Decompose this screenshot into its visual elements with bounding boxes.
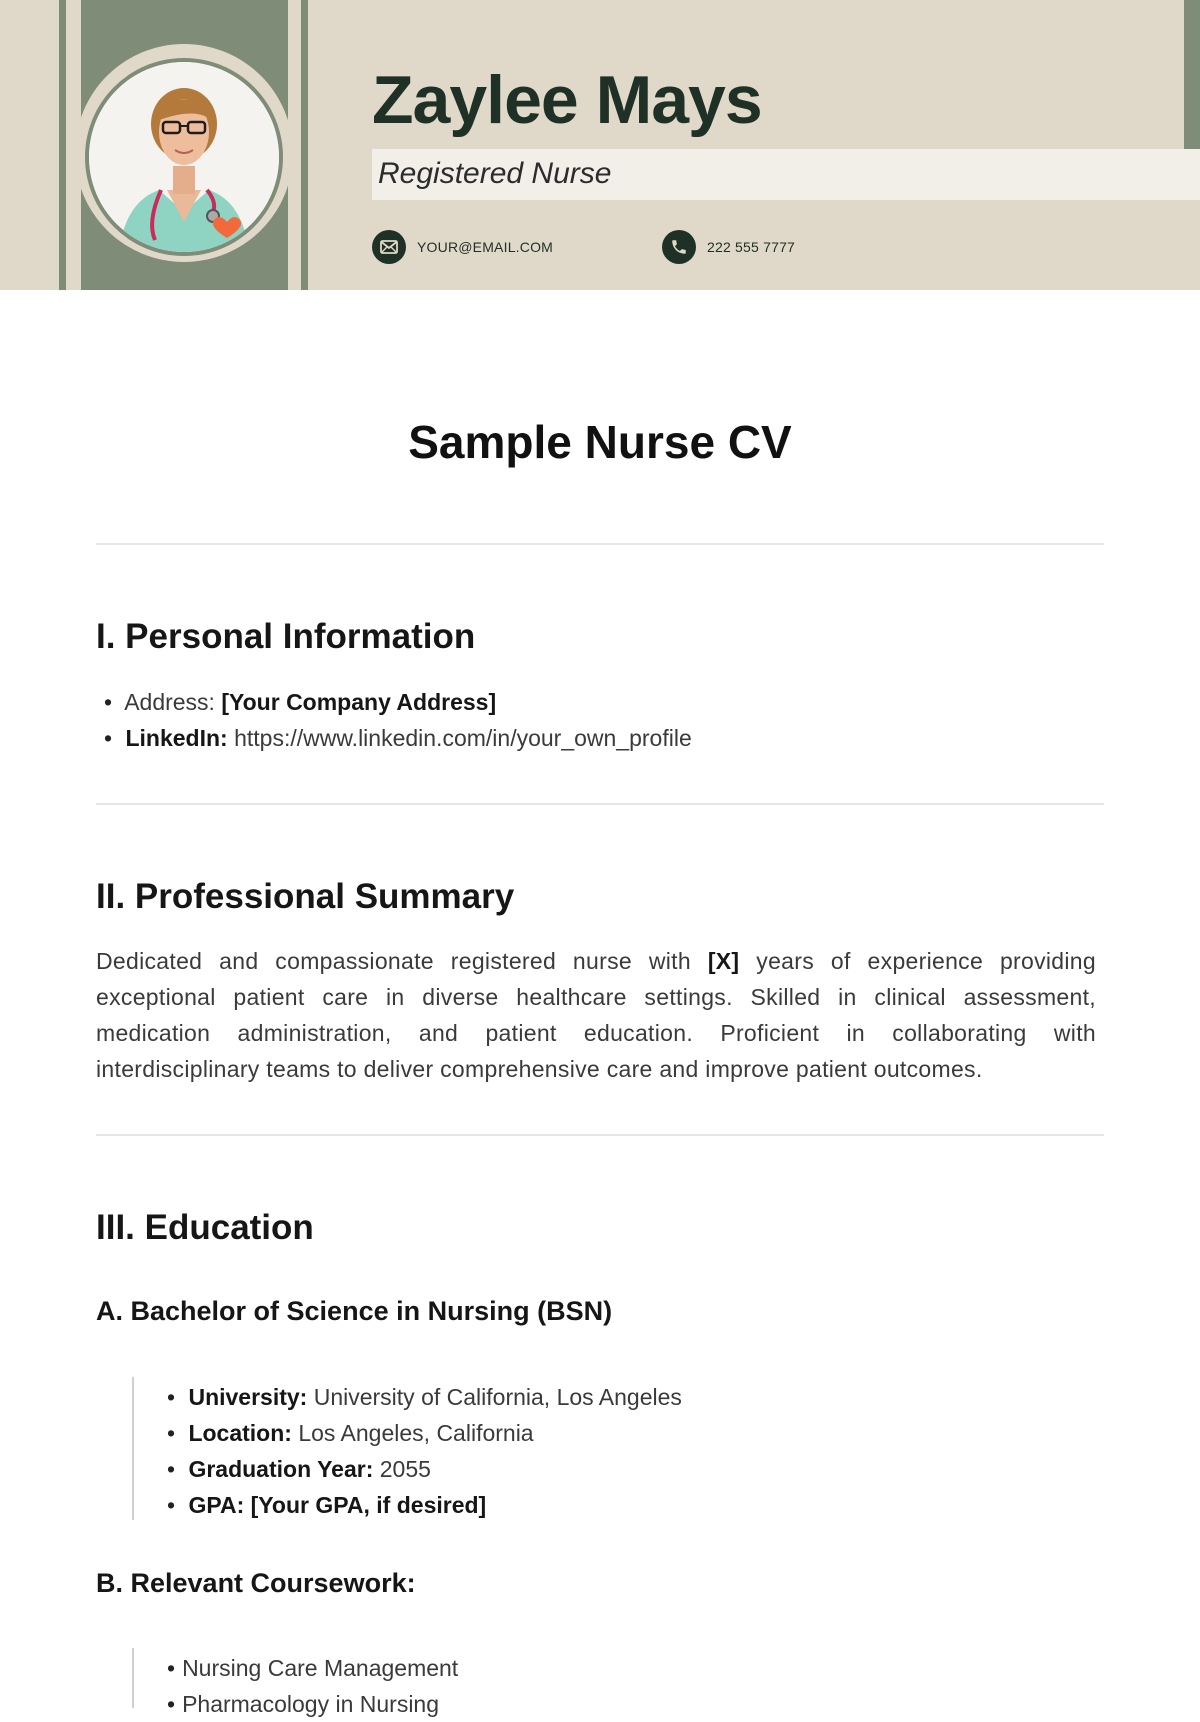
gpa-text: GPA: [Your GPA, if desired]	[188, 1492, 487, 1518]
job-title: Registered Nurse	[378, 157, 612, 190]
list-item	[104, 720, 692, 756]
contact-email	[372, 230, 553, 264]
quote-bar	[132, 1648, 134, 1708]
personal-info-list	[104, 684, 692, 756]
section-divider	[96, 803, 1104, 805]
job-title-bar	[372, 149, 1200, 200]
envelope-icon	[372, 230, 406, 264]
coursework-list	[167, 1650, 458, 1722]
list-item	[167, 1451, 682, 1487]
coursework-heading: B. Relevant Coursework:	[96, 1568, 416, 1598]
summary-text-end: years of experience providing exceptional patient care in diverse healthcare settings. Skilled in clinical assessment, medication administration, and patient education. Proficient in collaborating with interdisciplinary teams to deliver comprehensive care and improve patient outcomes.	[96, 948, 1096, 1082]
address-value: [Your Company Address]	[221, 689, 497, 715]
decorative-stripe-left	[59, 0, 66, 290]
decorative-edge-stripe	[1184, 0, 1200, 150]
degree-heading: A. Bachelor of Science in Nursing (BSN)	[96, 1296, 613, 1326]
graduation-label: Graduation Year:	[188, 1456, 374, 1482]
degree-details-list	[167, 1379, 682, 1523]
list-item	[167, 1686, 458, 1722]
section-divider	[96, 543, 1104, 545]
personal-info-heading: I. Personal Information	[96, 617, 476, 656]
address-label: Address:	[124, 689, 215, 715]
education-heading: III. Education	[96, 1208, 314, 1247]
profile-photo	[89, 62, 279, 252]
summary-text-start: Dedicated and compassionate registered nurse with	[96, 948, 708, 974]
section-divider	[96, 1134, 1104, 1136]
summary-heading: II. Professional Summary	[96, 877, 515, 916]
contact-phone	[662, 230, 795, 264]
document-title: Sample Nurse CV	[408, 416, 792, 468]
location-label: Location:	[188, 1420, 292, 1446]
list-item	[167, 1650, 458, 1686]
candidate-name: Zaylee Mays	[372, 62, 762, 138]
graduation-value: 2055	[379, 1456, 431, 1482]
university-label: University:	[188, 1384, 308, 1410]
summary-years-placeholder: [X]	[707, 948, 740, 974]
list-item	[167, 1487, 682, 1523]
university-value: University of California, Los Angeles	[313, 1384, 682, 1410]
list-item	[104, 684, 692, 720]
decorative-stripe-right	[301, 0, 308, 290]
linkedin-link[interactable]: https://www.linkedin.com/in/your_own_profile	[234, 725, 692, 751]
cv-header	[0, 0, 1200, 290]
linkedin-label: LinkedIn:	[125, 725, 228, 751]
list-item	[167, 1379, 682, 1415]
location-value: Los Angeles, California	[298, 1420, 534, 1446]
coursework-item: Pharmacology in Nursing	[182, 1691, 440, 1717]
summary-paragraph	[96, 943, 1096, 1087]
list-item	[167, 1415, 682, 1451]
email-text[interactable]: YOUR@EMAIL.COM	[417, 239, 554, 255]
phone-icon	[662, 230, 696, 264]
coursework-item: Nursing Care Management	[182, 1655, 459, 1681]
nurse-portrait-illustration	[89, 62, 279, 252]
phone-text[interactable]: 222 555 7777	[707, 239, 796, 255]
quote-bar	[132, 1377, 134, 1520]
